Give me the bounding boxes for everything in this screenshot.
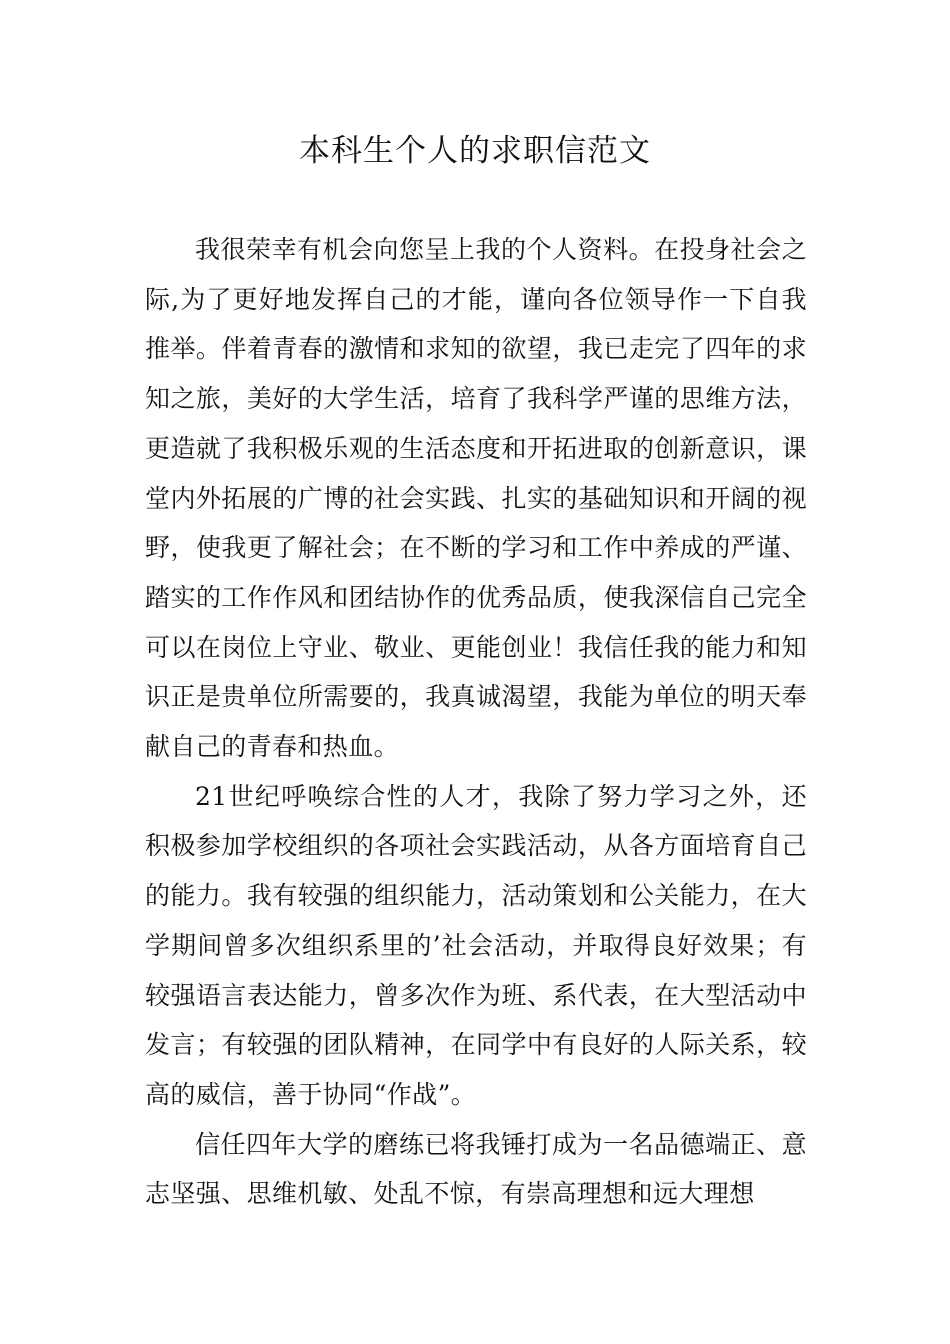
paragraph-1: 我很荣幸有机会向您呈上我的个人资料。在投身社会之际,为了更好地发挥自己的才能，谨向各位领导作一下自我推举。伴着青春的激情和求知的欲望，我已走完了四年的求知之旅，美好的大学生活，培育了我科学严谨的思维方法，更造就了我积极乐观的生活态度和开拓进取的创新意识，课堂内外拓展的广博的社会实践、扎实的基础知识和开阔的视野，使我更了解社会；在不断的学习和工作中养成的严谨、踏实的工作作风和团结协作的优秀品质，使我深信自己完全可以在岗位上守业、敬业、更能创业！我信任我的能力和知识正是贵单位所需要的，我真诚渴望，我能为单位的明天奉献自己的青春和热血。 [145, 235, 807, 762]
paragraph-2: 21世纪呼唤综合性的人才，我除了努力学习之外，还积极参加学校组织的各项社会实践活动，从各方面培育自己的能力。我有较强的组织能力，活动策划和公关能力，在大学期间曾多次组织系里的’社会活动，并取得良好效果；有较强语言表达能力，曾多次作为班、系代表，在大型活动中发言；有较强的团队精神，在同学中有良好的人际关系，较高的威信，善于协同“作战”。 [145, 781, 807, 1109]
document-title: 本科生个人的求职信范文 [299, 133, 651, 169]
document-body [145, 225, 807, 1219]
paragraph-3: 信任四年大学的磨练已将我锤打成为一名品德端正、意志坚强、思维机敏、处乱不惊，有崇高理想和远大理想 [145, 1129, 807, 1209]
